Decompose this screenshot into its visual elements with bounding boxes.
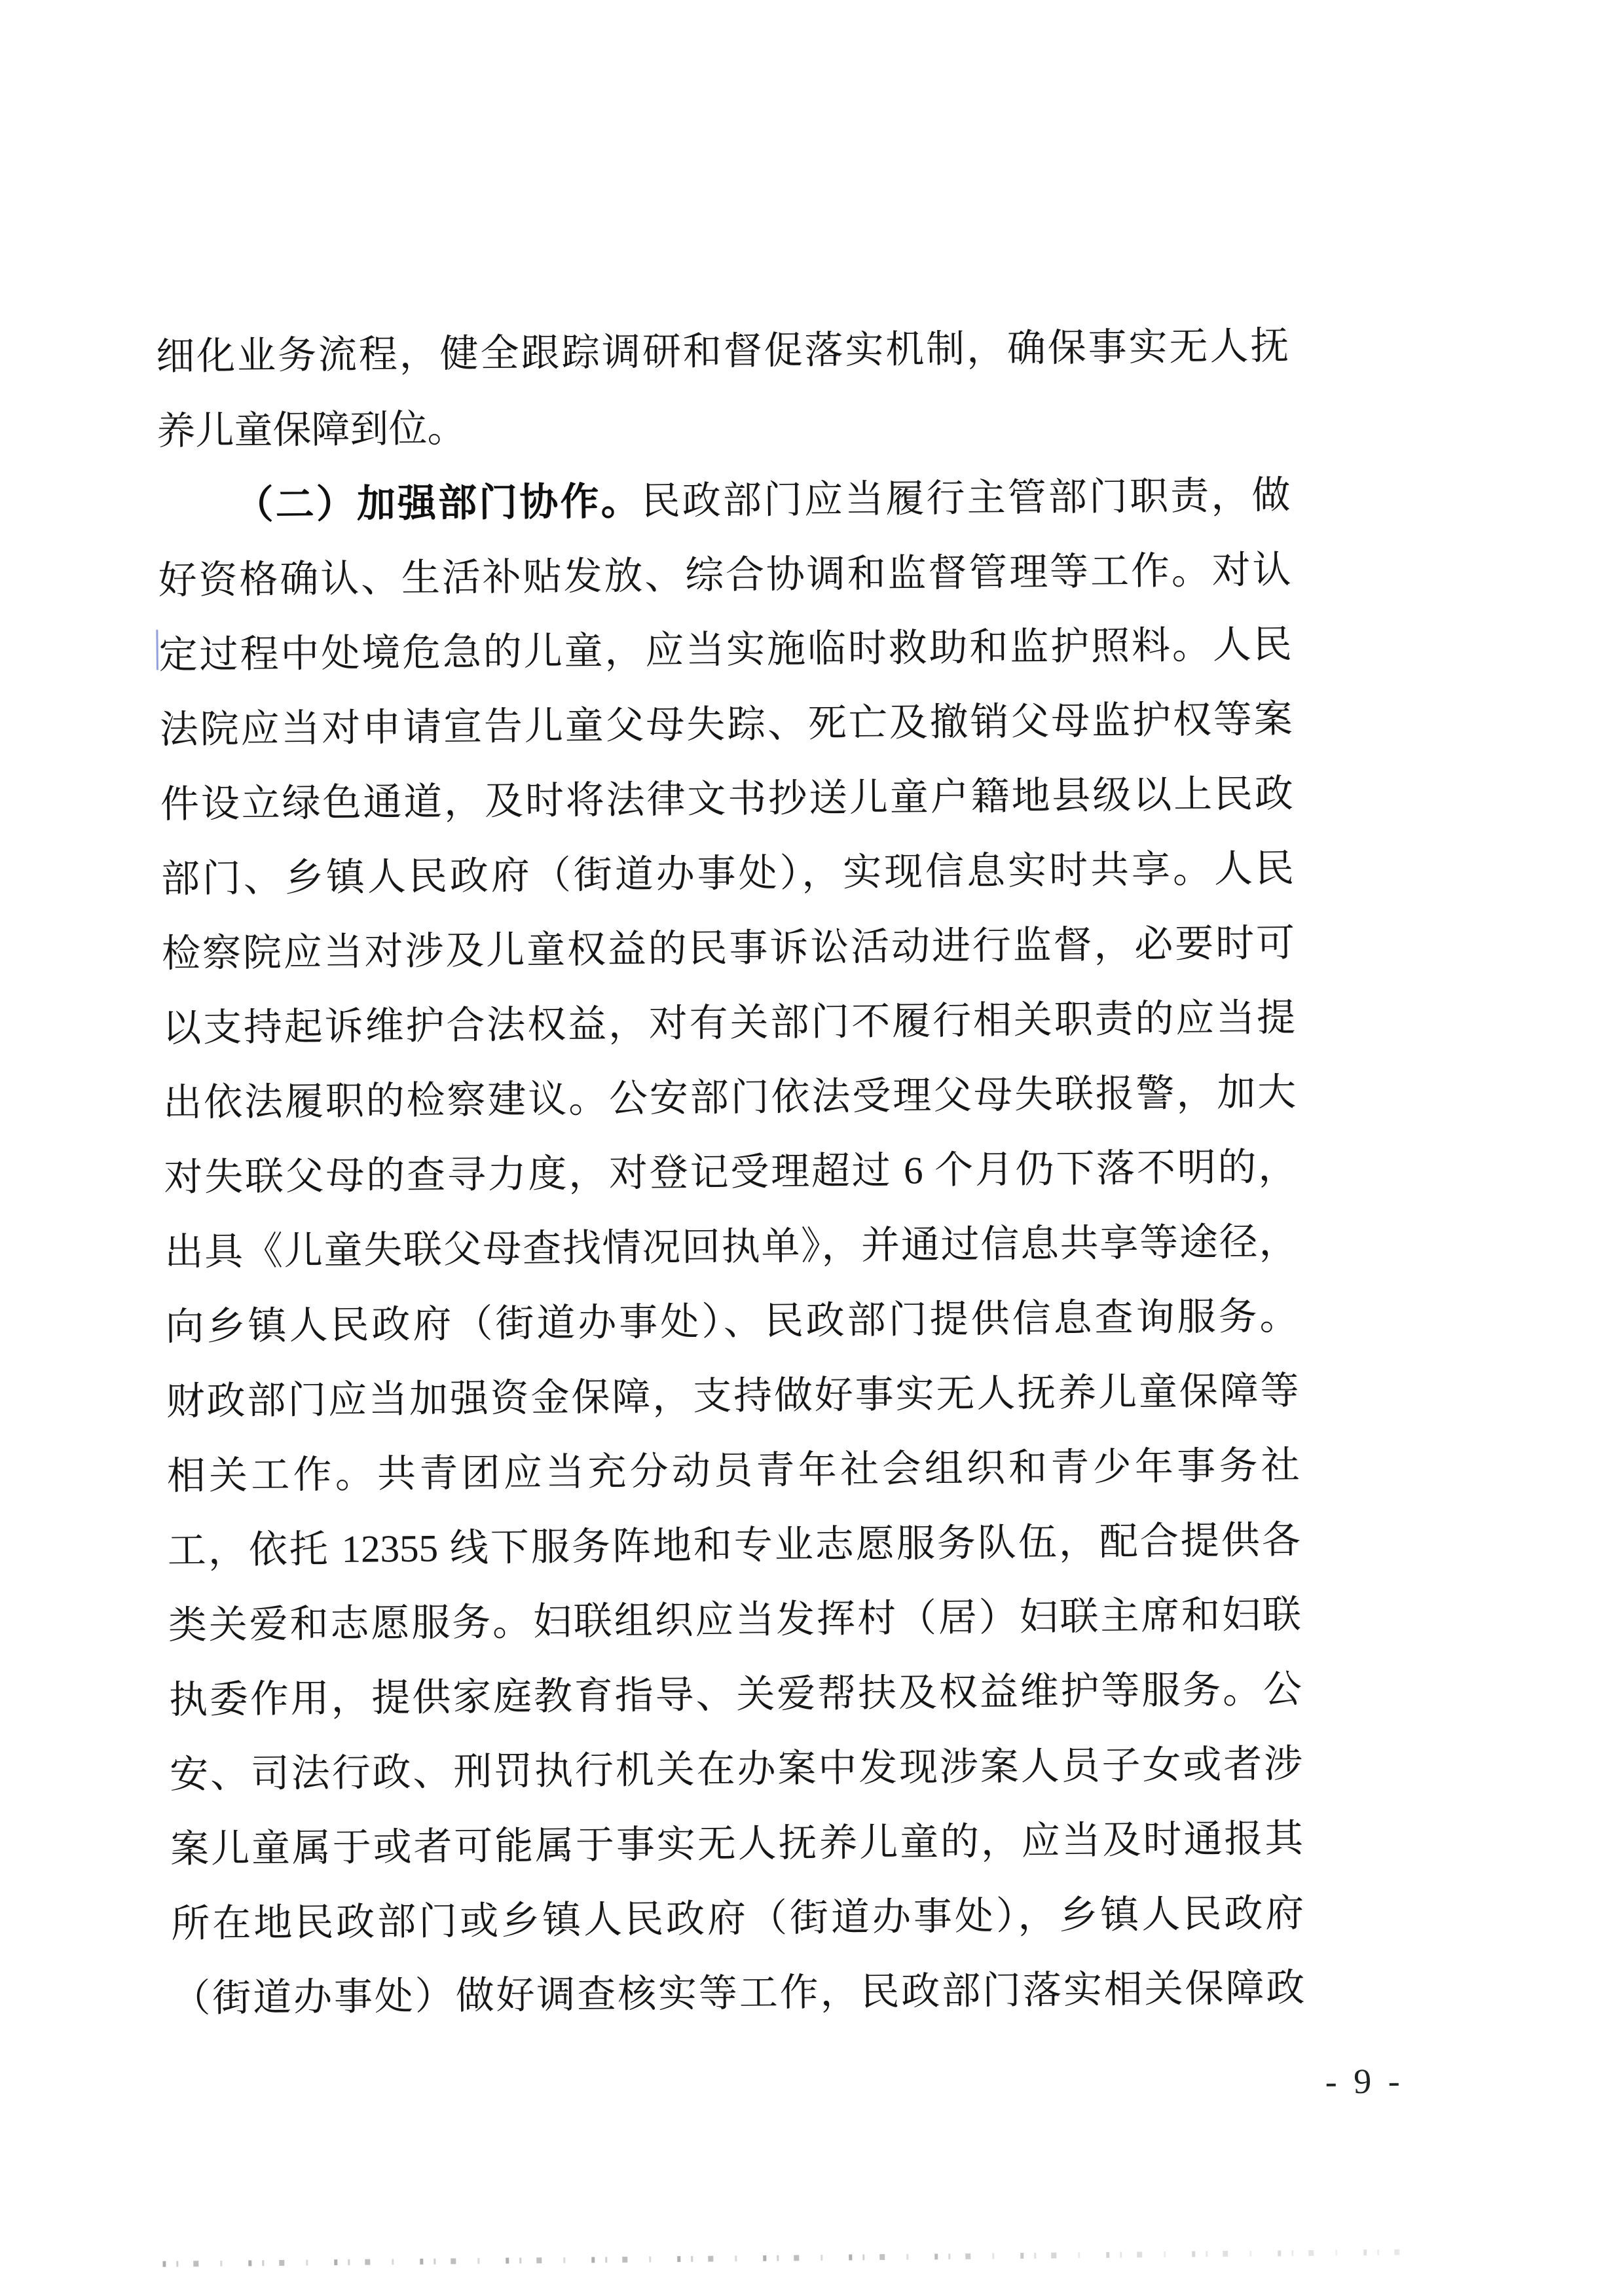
text-line	[160, 756, 1293, 842]
line-text: 部门、乡镇人民政府（街道办事处），实现信息实时共享。人民	[160, 846, 1295, 901]
text-line	[170, 1726, 1303, 1812]
text-line	[167, 1503, 1301, 1588]
text-line	[165, 1279, 1299, 1364]
line-text: 工，依托 12355 线下服务阵地和专业志愿服务队伍，配合提供各	[167, 1518, 1301, 1573]
line-text: 养儿童保障到位。	[157, 407, 466, 453]
line-text: 向乡镇人民政府（街道办事处）、民政部门提供信息查询服务。	[165, 1294, 1299, 1349]
text-line	[160, 831, 1294, 917]
line-text: 安、司法行政、刑罚执行机关在办案中发现涉案人员子女或者涉	[169, 1741, 1303, 1796]
text-line	[168, 1577, 1301, 1663]
line-text: 出依法履职的检察建议。公安部门依法受理父母失联报警，加大	[162, 1070, 1297, 1125]
line-text: 检察院应当对涉及儿童权益的民事诉讼活动进行监督，必要时可	[161, 920, 1295, 975]
text-line	[163, 1055, 1297, 1140]
text-line	[166, 1428, 1300, 1514]
text-line	[170, 1801, 1304, 1887]
text-line	[159, 682, 1293, 767]
line-text: 相关工作。共青团应当充分动员青年社会组织和青少年事务社	[166, 1443, 1301, 1498]
line-text: 所在地民政部门或乡镇人民政府（街道办事处），乡镇人民政府	[171, 1891, 1304, 1946]
line-text: 法院应当对申请宣告儿童父母失踪、死亡及撤销父母监护权等案	[159, 697, 1293, 752]
line-text: 件设立绿色通道，及时将法律文书抄送儿童户籍地县级以上民政	[160, 771, 1294, 826]
line-text: 民政部门应当履行主管部门职责，做	[641, 473, 1291, 523]
line-text: （街道办事处）做好调查核实等工作，民政部门落实相关保障政	[172, 1965, 1305, 2020]
text-line	[168, 1652, 1302, 1738]
text-line	[156, 308, 1289, 394]
text-line	[157, 383, 1290, 469]
text-line	[164, 1129, 1297, 1215]
text-line	[172, 1950, 1305, 2036]
text-line	[158, 532, 1291, 618]
section-heading: （二）加强部门协作。	[234, 479, 642, 527]
text-line	[166, 1353, 1299, 1439]
line-text: 细化业务流程，健全跟踪调研和督促落实机制，确保事实无人抚	[156, 323, 1289, 378]
scan-ink-artifact	[156, 630, 158, 670]
document-body	[156, 308, 1305, 2035]
line-text: 以支持起诉维护合法权益，对有关部门不履行相关职责的应当提	[162, 995, 1296, 1050]
line-text: 执委作用，提供家庭教育指导、关爱帮扶及权益维护等服务。公	[168, 1667, 1302, 1722]
line-text: 财政部门应当加强资金保障，支持做好事实无人抚养儿童保障等	[166, 1368, 1299, 1423]
line-text: 类关爱和志愿服务。妇联组织应当发挥村（居）妇联主席和妇联	[168, 1592, 1302, 1647]
line-text: 出具《儿童失联父母查找情况回执单》，并通过信息共享等途径，	[164, 1219, 1298, 1274]
page-number: - 9 -	[1325, 2061, 1404, 2102]
text-line	[171, 1876, 1304, 1961]
line-text: 好资格确认、生活补贴发放、综合协调和监督管理等工作。对认	[158, 547, 1291, 602]
text-line	[162, 980, 1296, 1066]
text-line	[164, 1204, 1298, 1290]
cut-off-text-fragments	[162, 2249, 1400, 2275]
text-line	[157, 458, 1291, 543]
text-line	[158, 607, 1292, 693]
line-text: 案儿童属于或者可能属于事实无人抚养儿童的，应当及时通报其	[170, 1816, 1304, 1871]
line-text: 对失联父母的查寻力度，对登记受理超过 6 个月仍下落不明的，	[164, 1144, 1297, 1199]
line-text: 定过程中处境危急的儿童，应当实施临时救助和监护照料。人民	[158, 622, 1292, 677]
text-line	[162, 905, 1295, 991]
